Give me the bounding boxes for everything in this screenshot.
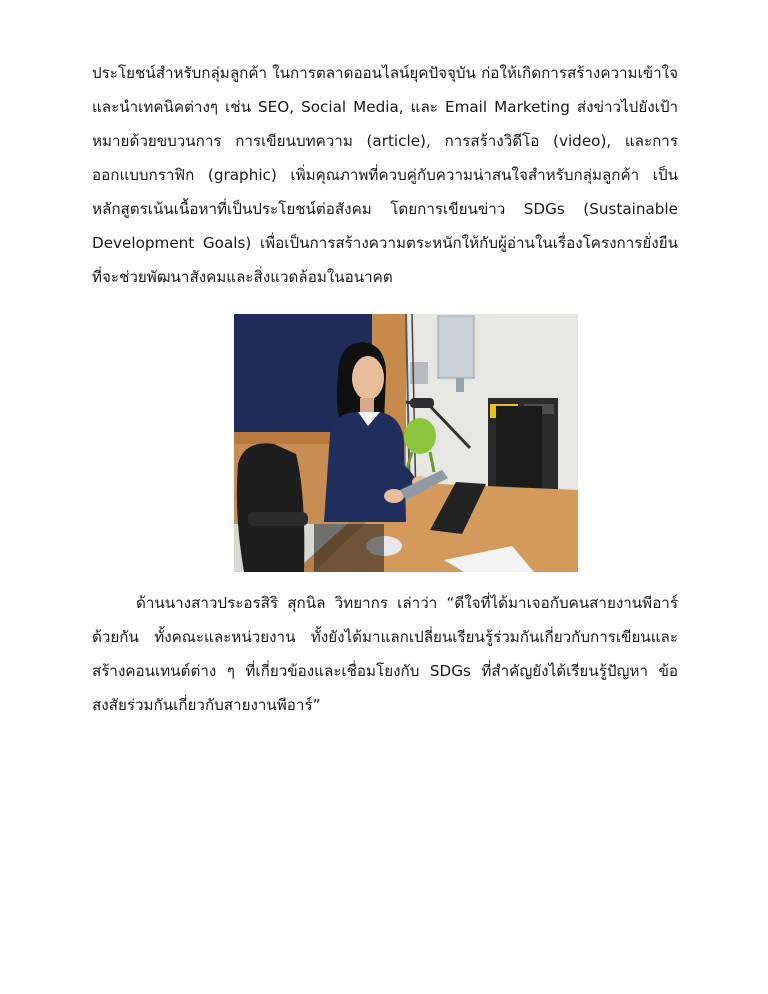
photo-speaker-at-desk: [234, 314, 578, 572]
paragraph-quote: ด้านนางสาวประอรสิริ สุกนิล วิทยากร เล่าว่า “ดีใจที่ได้มาเจอกับคนสายงานพีอาร์ด้วยกัน ทั้งคณะและหน่วยงาน ทั้งยังได้มาแลกเปลี่ยนเรียนรู้ร่วมกันเกี่ยวกับการเขียนและสร้างคอนเทนต์ต่าง ๆ ที่เกี่ยวข้องและเชื่อมโยงกับ SDGs ที่สำคัญยังได้เรียนรู้ปัญหา ข้อสงสัยร่วมกันเกี่ยวกับสายงานพีอาร์”: [92, 594, 678, 714]
paragraph-intro: ประโยชน์สำหรับกลุ่มลูกค้า ในการตลาดออนไลน์ยุคปัจจุบัน ก่อให้เกิดการสร้างความเข้าใจและนำเทคนิคต่างๆ เช่น SEO, Social Media, และ Email Marketing ส่งข่าวไปยังเป้าหมายด้วยขบวนการ การเขียนบทความ (article), การสร้างวิดีโอ (video), และการออกแบบกราฟิก (graphic) เพิ่มคุณภาพที่ควบคู่กับความน่าสนใจสำหรับกลุ่มลูกค้า เป็นหลักสูตรเน้นเนื้อหาที่เป็นประโยชน์ต่อสังคม โดยการเขียนข่าว SDGs (Sustainable Development Goals) เพื่อเป็นการสร้างความตระหนักให้กับผู้อ่านในเรื่องโครงการยั่งยืนที่จะช่วยพัฒนาสังคมและสิ่งแวดล้อมในอนาคต: [92, 64, 678, 286]
